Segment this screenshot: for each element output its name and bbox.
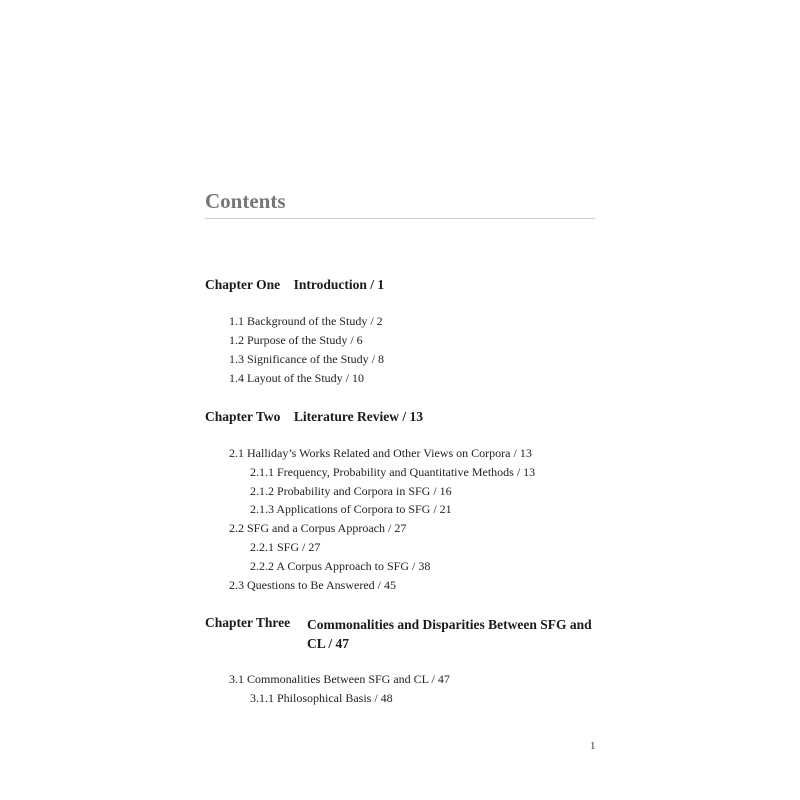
toc-entry: 2.1 Halliday’s Works Related and Other Views on Corpora / 13 — [229, 446, 532, 460]
toc-entry: 2.1.2 Probability and Corpora in SFG / 16 — [250, 484, 452, 498]
toc-entry: 2.2 SFG and a Corpus Approach / 27 — [229, 521, 407, 535]
toc-entry: 2.2.1 SFG / 27 — [250, 540, 321, 554]
toc-entry: 2.1.1 Frequency, Probability and Quantitative Methods / 13 — [250, 465, 536, 479]
chapter-number: Chapter One — [205, 277, 281, 292]
chapter-two-heading — [205, 409, 423, 425]
chapter-number: Chapter Three — [205, 615, 291, 630]
toc-entry: 2.1.3 Applications of Corpora to SFG / 21 — [250, 502, 452, 516]
chapter-one-heading — [205, 277, 384, 293]
toc-entry: 3.1.1 Philosophical Basis / 48 — [250, 691, 393, 705]
toc-entry: 2.2.2 A Corpus Approach to SFG / 38 — [250, 559, 431, 573]
chapter-title: Introduction / 1 — [293, 277, 385, 292]
toc-entry: 2.3 Questions to Be Answered / 45 — [229, 578, 396, 592]
toc-entry: 1.2 Purpose of the Study / 6 — [229, 333, 363, 347]
chapter-title: Commonalities and Disparities Between SFG and CL / 47 — [307, 617, 592, 651]
toc-entry: 1.3 Significance of the Study / 8 — [229, 352, 384, 366]
toc-entry: 3.1 Commonalities Between SFG and CL / 47 — [229, 672, 450, 686]
chapter-title: Literature Review / 13 — [293, 409, 423, 424]
page-title: Contents — [205, 189, 286, 213]
page-number: 1 — [590, 740, 596, 752]
title-divider — [205, 218, 595, 219]
toc-entry: 1.4 Layout of the Study / 10 — [229, 371, 364, 385]
chapter-number: Chapter Two — [205, 409, 281, 424]
toc-entry: 1.1 Background of the Study / 2 — [229, 314, 383, 328]
